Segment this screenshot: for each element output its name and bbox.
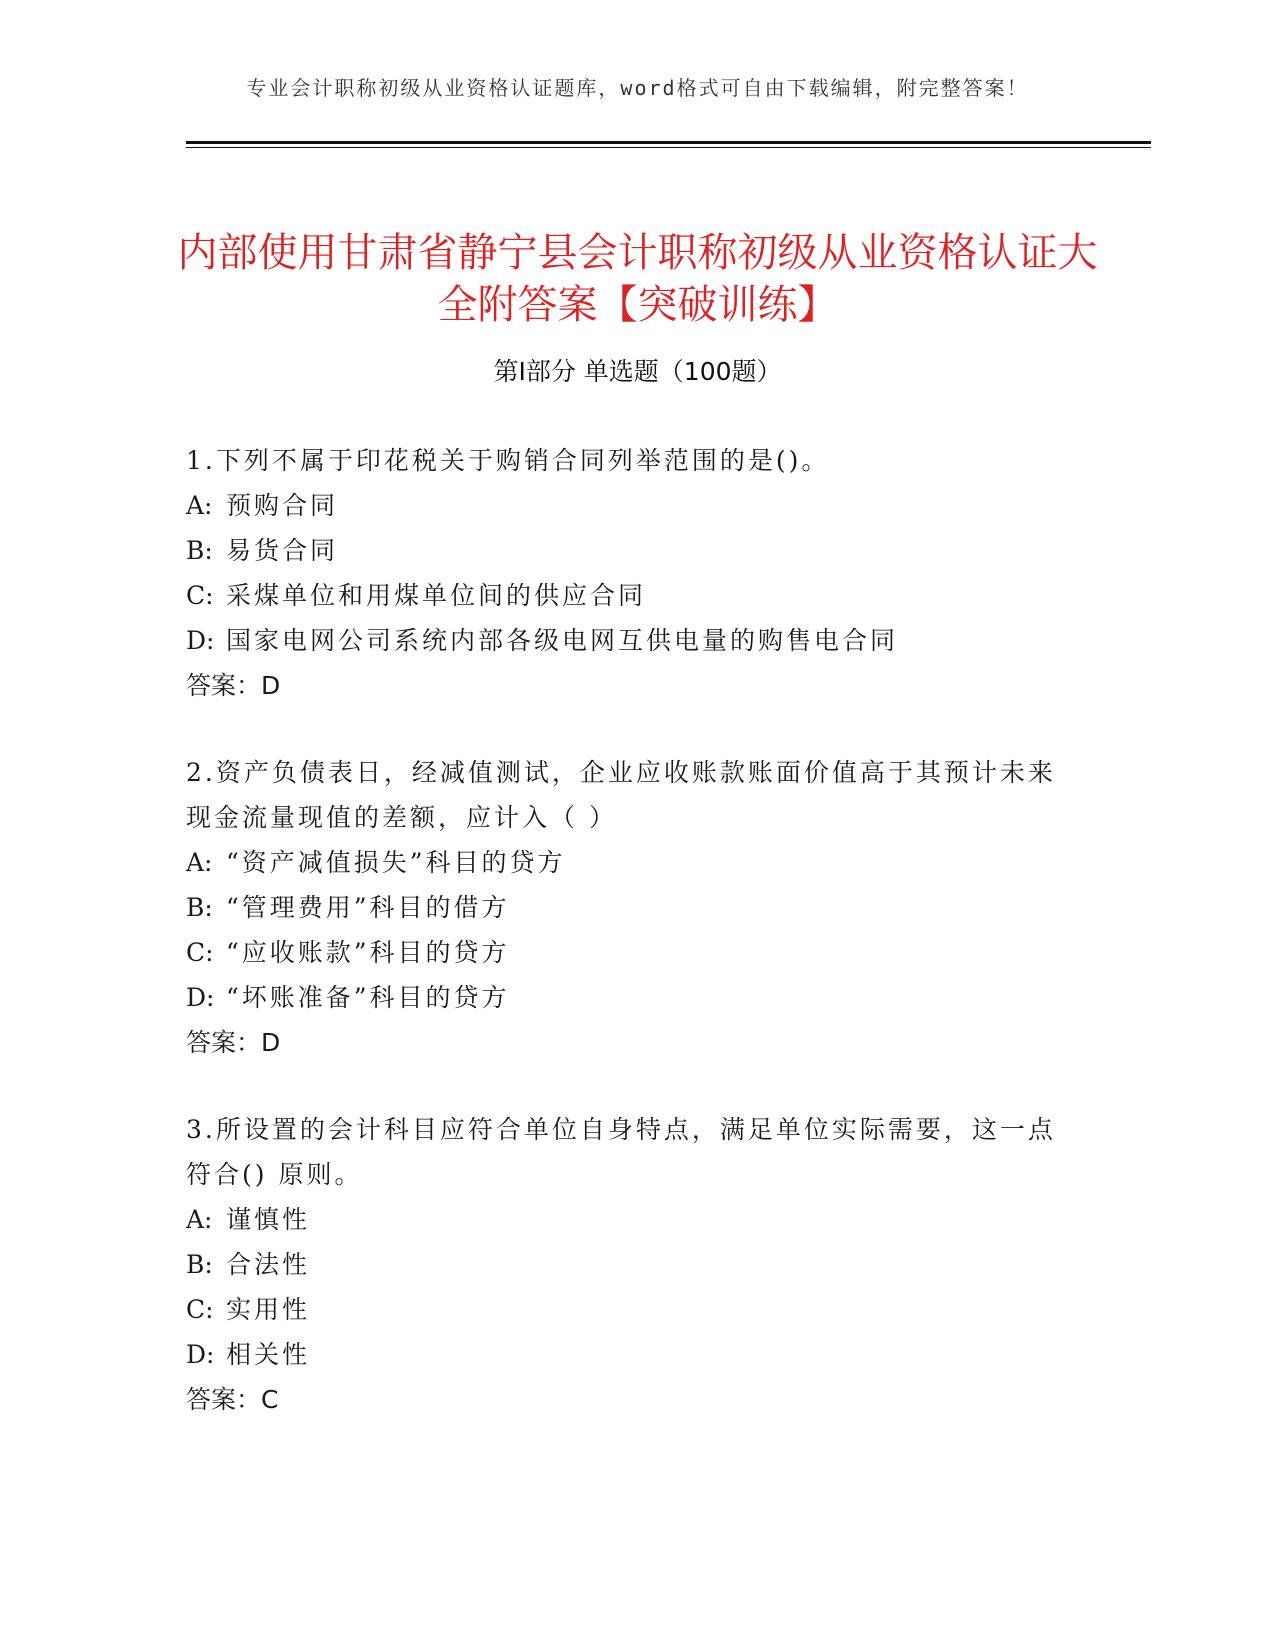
option-b (186, 1242, 1066, 1287)
header-divider-thin (186, 147, 1151, 148)
question-answer: 答案：D (186, 671, 281, 700)
option-letter: B: (186, 1250, 213, 1279)
option-text: 合法性 (226, 1250, 311, 1279)
section-heading: 第Ⅰ部分 单选题（100题） (493, 357, 782, 386)
option-text: 国家电网公司系统内部各级电网互供电量的购售电合同 (226, 626, 899, 655)
option-text: 易货合同 (226, 536, 339, 565)
option-letter: A: (186, 1205, 213, 1234)
option-a (186, 483, 1066, 528)
option-b (186, 885, 1066, 930)
option-b (186, 528, 1066, 573)
option-text: 预购合同 (226, 491, 339, 520)
question-list (186, 438, 1066, 1464)
document-title: 内部使用甘肃省静宁县会计职称初级从业资格认证大全附答案【突破训练】 (177, 229, 1098, 328)
page-header: 专业会计职称初级从业资格认证题库，word格式可自由下载编辑，附完整答案！ (246, 76, 1029, 100)
option-c (186, 573, 1066, 618)
question-stem: 1.下列不属于印花税关于购销合同列举范围的是()。 (186, 446, 830, 475)
option-a (186, 1197, 1066, 1242)
option-letter: D: (186, 1340, 215, 1369)
question-answer: 答案：D (186, 1028, 281, 1057)
question-2 (186, 750, 1066, 1065)
option-text: 采煤单位和用煤单位间的供应合同 (226, 581, 647, 610)
question-3 (186, 1107, 1066, 1422)
option-text: 相关性 (226, 1340, 311, 1369)
option-text: “管理费用”科目的借方 (226, 893, 510, 922)
option-d (186, 618, 1066, 663)
question-1 (186, 438, 1066, 708)
option-letter: B: (186, 536, 213, 565)
option-letter: D: (186, 983, 215, 1012)
option-c (186, 930, 1066, 975)
option-text: “应收账款”科目的贷方 (226, 938, 510, 967)
option-letter: C: (186, 1295, 214, 1324)
option-d (186, 975, 1066, 1020)
option-letter: B: (186, 893, 213, 922)
question-answer: 答案：C (186, 1385, 279, 1414)
option-text: 谨慎性 (226, 1205, 311, 1234)
option-letter: C: (186, 938, 214, 967)
header-divider-thick (186, 141, 1151, 144)
question-stem: 3.所设置的会计科目应符合单位自身特点，满足单位实际需要，这一点符合() 原则。 (186, 1115, 1056, 1189)
option-letter: C: (186, 581, 214, 610)
question-stem: 2.资产负债表日，经减值测试，企业应收账款账面价值高于其预计未来现金流量现值的差额，应计入（ ） (186, 758, 1056, 832)
option-a (186, 840, 1066, 885)
option-c (186, 1287, 1066, 1332)
option-letter: D: (186, 626, 215, 655)
option-text: 实用性 (226, 1295, 311, 1324)
option-text: “资产减值损失”科目的贷方 (226, 848, 566, 877)
option-d (186, 1332, 1066, 1377)
option-letter: A: (186, 848, 213, 877)
option-letter: A: (186, 491, 213, 520)
option-text: “坏账准备”科目的贷方 (226, 983, 510, 1012)
